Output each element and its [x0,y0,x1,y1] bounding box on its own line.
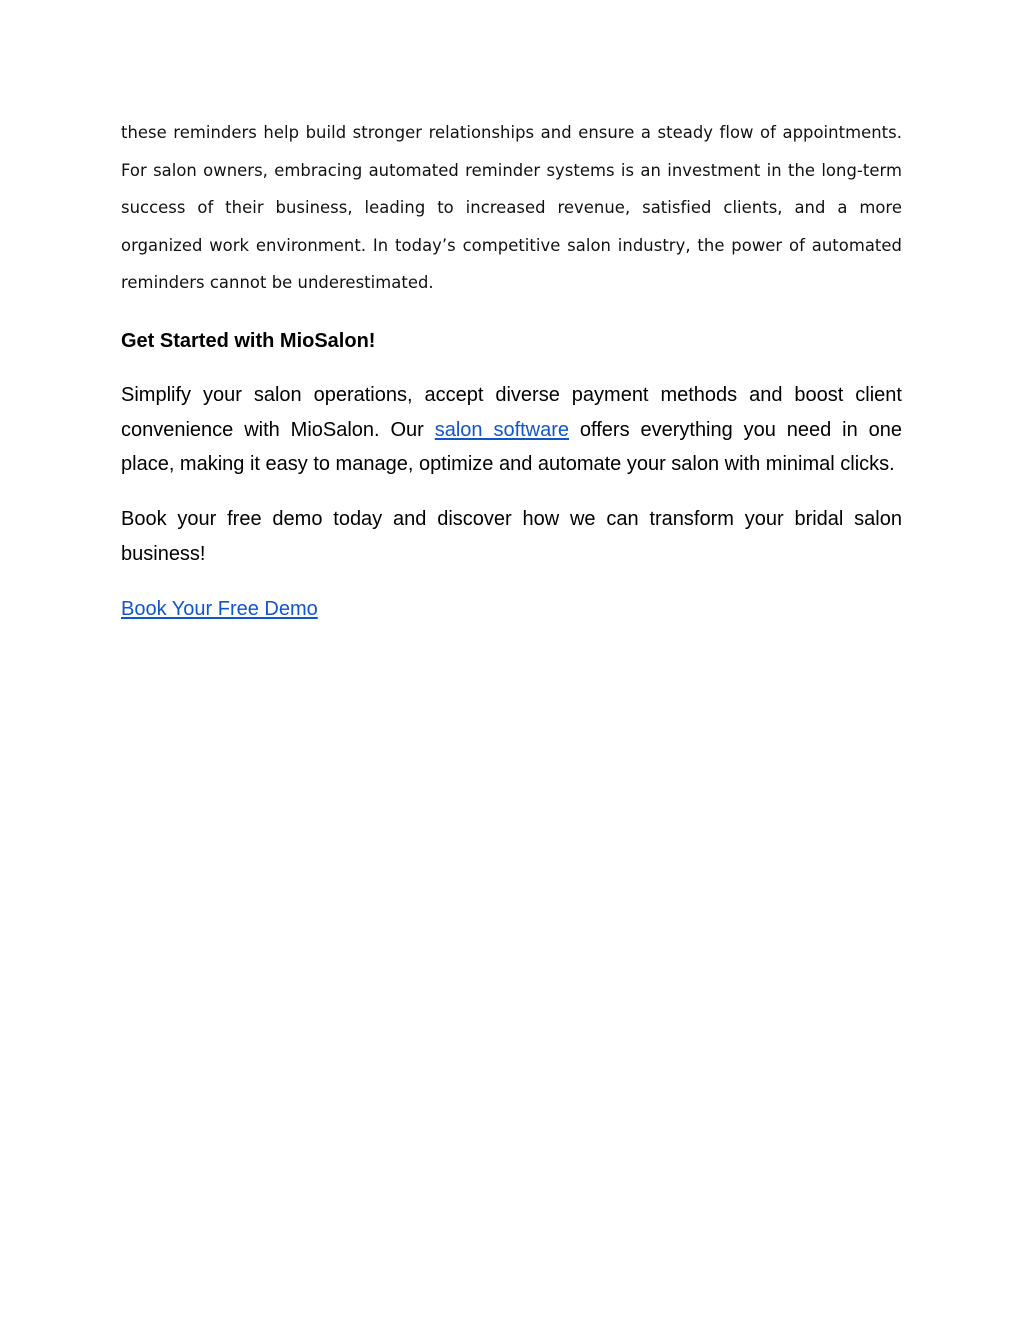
body-paragraph-demo: Book your free demo today and discover how we can transform your bridal salon business! [121,508,902,565]
salon-software-link[interactable]: salon software [434,418,570,441]
paragraph-text-before-link: Simplify your salon operations, accept diverse payment methods and boost client convenience with MioSalon. Our [121,384,902,441]
paragraph-text-after-link: offers everything you need in one place, making it easy to manage, optimize and automate your salon with minimal clicks. [121,418,902,476]
intro-paragraph: these reminders help build stronger relationships and ensure a steady flow of appointments. For salon owners, embracing automated reminder systems is an investment in the long-term success of their business, leading to increased revenue, satisfied clients, and a more organized work environment. In today’s competitive salon industry, the power of automated reminders cannot be underestimated. [121,123,902,293]
cta-container [121,592,318,626]
body-paragraph-software [121,378,902,482]
book-free-demo-link[interactable]: Book Your Free Demo [121,598,318,620]
section-heading: Get Started with MioSalon! [121,330,376,352]
